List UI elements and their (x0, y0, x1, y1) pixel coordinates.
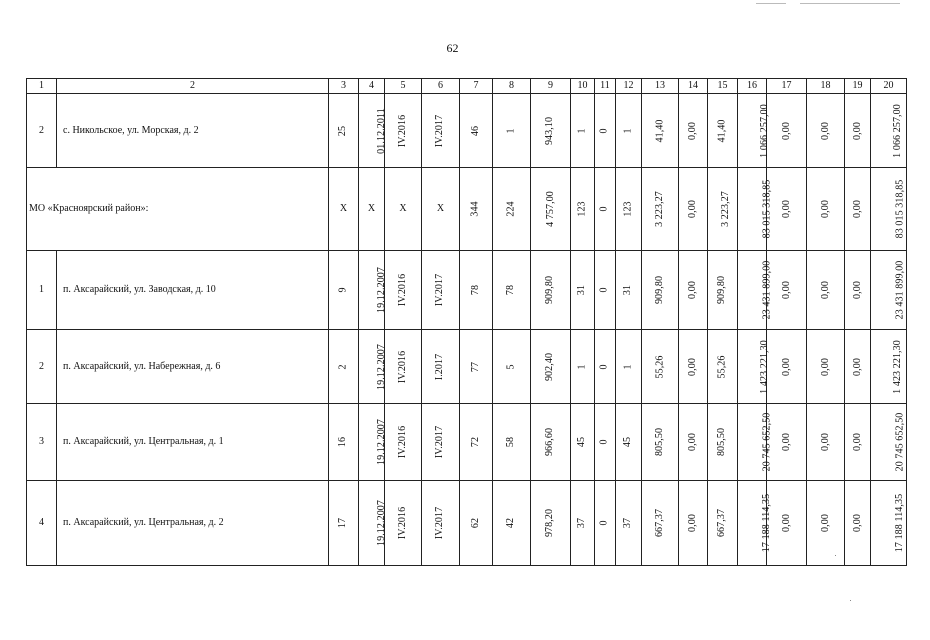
table-cell: X (329, 168, 359, 251)
table-cell: 667,37 (708, 481, 738, 566)
table-cell: 978,20 (531, 481, 571, 566)
page-number: 62 (446, 41, 459, 55)
table-cell: 0 (595, 251, 616, 330)
table-cell: 0,00 (679, 330, 708, 404)
data-table (26, 78, 907, 566)
table-cell: 31 (616, 251, 642, 330)
table-cell: 20 745 652,50 (738, 404, 767, 481)
table-cell: 83 015 318,85 (738, 168, 767, 251)
column-header: 4 (359, 79, 385, 94)
table-cell: 1 066 257,00 (738, 94, 767, 168)
address-cell: с. Никольское, ул. Морская, д. 2 (57, 94, 329, 168)
row-number: 2 (27, 94, 57, 168)
scan-speck (850, 600, 851, 601)
table-cell: 0,00 (767, 168, 807, 251)
table-cell: 42 (493, 481, 531, 566)
table-cell: 909,80 (531, 251, 571, 330)
column-header: 3 (329, 79, 359, 94)
table-cell: 78 (460, 251, 493, 330)
column-header: 17 (767, 79, 807, 94)
table-cell: 55,26 (708, 330, 738, 404)
scan-speck (835, 555, 836, 556)
table-cell: 123 (616, 168, 642, 251)
table-cell: 805,50 (708, 404, 738, 481)
table-cell: IV.2016 (385, 330, 422, 404)
column-header: 2 (57, 79, 329, 94)
table-cell: 0,00 (845, 481, 871, 566)
table-cell: 77 (460, 330, 493, 404)
table-cell: 72 (460, 404, 493, 481)
table-cell: 58 (493, 404, 531, 481)
table-cell: 966,60 (531, 404, 571, 481)
table-cell: 23 431 899,00 (871, 251, 907, 330)
table-cell: X (359, 168, 385, 251)
table-cell: 78 (493, 251, 531, 330)
table-cell: 0,00 (767, 404, 807, 481)
table-cell: 0 (595, 168, 616, 251)
table-cell: 55,26 (642, 330, 679, 404)
table-cell: 1 (571, 94, 595, 168)
table-row (27, 94, 907, 168)
table-cell: 1 (571, 330, 595, 404)
column-header: 7 (460, 79, 493, 94)
row-number: 2 (27, 330, 57, 404)
table-cell: 1 (493, 94, 531, 168)
table-cell: 37 (616, 481, 642, 566)
table-cell: 19.12.2007 (359, 330, 385, 404)
column-header: 5 (385, 79, 422, 94)
table-cell: 83 015 318,85 (871, 168, 907, 251)
table-cell: 667,37 (642, 481, 679, 566)
table-cell: 0 (595, 330, 616, 404)
table-cell: IV.2017 (422, 251, 460, 330)
table-cell: 0,00 (845, 330, 871, 404)
table-cell: 0,00 (845, 251, 871, 330)
address-cell: п. Аксарайский, ул. Набережная, д. 6 (57, 330, 329, 404)
table-cell: 123 (571, 168, 595, 251)
table-cell: 0,00 (767, 330, 807, 404)
table-cell: 344 (460, 168, 493, 251)
column-header: 13 (642, 79, 679, 94)
table-cell: 0,00 (807, 481, 845, 566)
column-header: 6 (422, 79, 460, 94)
table-cell: 1 (616, 330, 642, 404)
row-number: 1 (27, 251, 57, 330)
address-cell: п. Аксарайский, ул. Центральная, д. 2 (57, 481, 329, 566)
table-cell: 3 223,27 (642, 168, 679, 251)
table-cell: 37 (571, 481, 595, 566)
table-cell: 0,00 (807, 94, 845, 168)
table-cell: 805,50 (642, 404, 679, 481)
table-cell: 0,00 (807, 168, 845, 251)
table-cell: 1 066 257,00 (871, 94, 907, 168)
top-rule (756, 3, 786, 4)
table-cell: 01.12.2011 (359, 94, 385, 168)
table-cell: 0,00 (845, 168, 871, 251)
table-cell: 62 (460, 481, 493, 566)
table-cell: 902,40 (531, 330, 571, 404)
table-cell: 25 (329, 94, 359, 168)
table-cell: 3 223,27 (708, 168, 738, 251)
table-cell: IV.2016 (385, 481, 422, 566)
table-cell: 0,00 (807, 251, 845, 330)
table-cell: 2 (329, 330, 359, 404)
subtotal-label: МО «Красноярский район»: (27, 168, 329, 251)
table-cell: IV.2017 (422, 481, 460, 566)
column-header: 1 (27, 79, 57, 94)
column-header: 11 (595, 79, 616, 94)
table-cell: IV.2016 (385, 251, 422, 330)
table-cell: 45 (616, 404, 642, 481)
table-cell: 0,00 (679, 168, 708, 251)
column-header: 16 (738, 79, 767, 94)
table-cell: 0,00 (679, 404, 708, 481)
table-cell: 943,10 (531, 94, 571, 168)
table-cell: 31 (571, 251, 595, 330)
table-cell: 224 (493, 168, 531, 251)
table-cell: IV.2017 (422, 404, 460, 481)
table-cell: 909,80 (642, 251, 679, 330)
column-header: 14 (679, 79, 708, 94)
table-row (27, 404, 907, 481)
table-cell: 0,00 (767, 94, 807, 168)
header-row (27, 79, 907, 94)
table-row (27, 251, 907, 330)
row-number: 3 (27, 404, 57, 481)
table-cell: 17 188 114,35 (738, 481, 767, 566)
table-cell: 0,00 (845, 404, 871, 481)
table-cell: 0,00 (679, 481, 708, 566)
table-cell: X (385, 168, 422, 251)
table-cell: 17 188 114,35 (871, 481, 907, 566)
table-cell: IV.2016 (385, 404, 422, 481)
column-header: 15 (708, 79, 738, 94)
table-cell: 16 (329, 404, 359, 481)
table-cell: 0,00 (807, 404, 845, 481)
table-cell: 23 431 899,00 (738, 251, 767, 330)
table-cell: IV.2016 (385, 94, 422, 168)
table-cell: I.2017 (422, 330, 460, 404)
table-row (27, 330, 907, 404)
column-header: 9 (531, 79, 571, 94)
column-header: 19 (845, 79, 871, 94)
column-header: 10 (571, 79, 595, 94)
table-cell: 5 (493, 330, 531, 404)
table-row (27, 481, 907, 566)
table-cell: 0,00 (767, 481, 807, 566)
subtotal-row (27, 168, 907, 251)
top-rule (800, 3, 900, 4)
table-cell: 0 (595, 481, 616, 566)
table-cell: 0 (595, 404, 616, 481)
column-header: 20 (871, 79, 907, 94)
table-cell: 0,00 (807, 330, 845, 404)
table-cell: 20 745 652,50 (871, 404, 907, 481)
column-header: 8 (493, 79, 531, 94)
table-cell: 0,00 (767, 251, 807, 330)
table-cell: 0,00 (679, 251, 708, 330)
table-cell: 1 (616, 94, 642, 168)
row-number: 4 (27, 481, 57, 566)
table-cell: 9 (329, 251, 359, 330)
address-cell: п. Аксарайский, ул. Центральная, д. 1 (57, 404, 329, 481)
table-cell: 46 (460, 94, 493, 168)
table-cell: 19.12.2007 (359, 481, 385, 566)
column-header: 12 (616, 79, 642, 94)
column-header: 18 (807, 79, 845, 94)
table-cell: 0 (595, 94, 616, 168)
table-cell: 19.12.2007 (359, 404, 385, 481)
table-cell: IV.2017 (422, 94, 460, 168)
address-cell: п. Аксарайский, ул. Заводская, д. 10 (57, 251, 329, 330)
table-cell: 0,00 (679, 94, 708, 168)
table-cell: 19.12.2007 (359, 251, 385, 330)
table-cell: 41,40 (708, 94, 738, 168)
table-cell: 1 423 221,30 (738, 330, 767, 404)
table-cell: 45 (571, 404, 595, 481)
table-cell: 909,80 (708, 251, 738, 330)
table-cell: X (422, 168, 460, 251)
table-cell: 4 757,00 (531, 168, 571, 251)
table-cell: 1 423 221,30 (871, 330, 907, 404)
table-cell: 0,00 (845, 94, 871, 168)
table-cell: 17 (329, 481, 359, 566)
table-cell: 41,40 (642, 94, 679, 168)
